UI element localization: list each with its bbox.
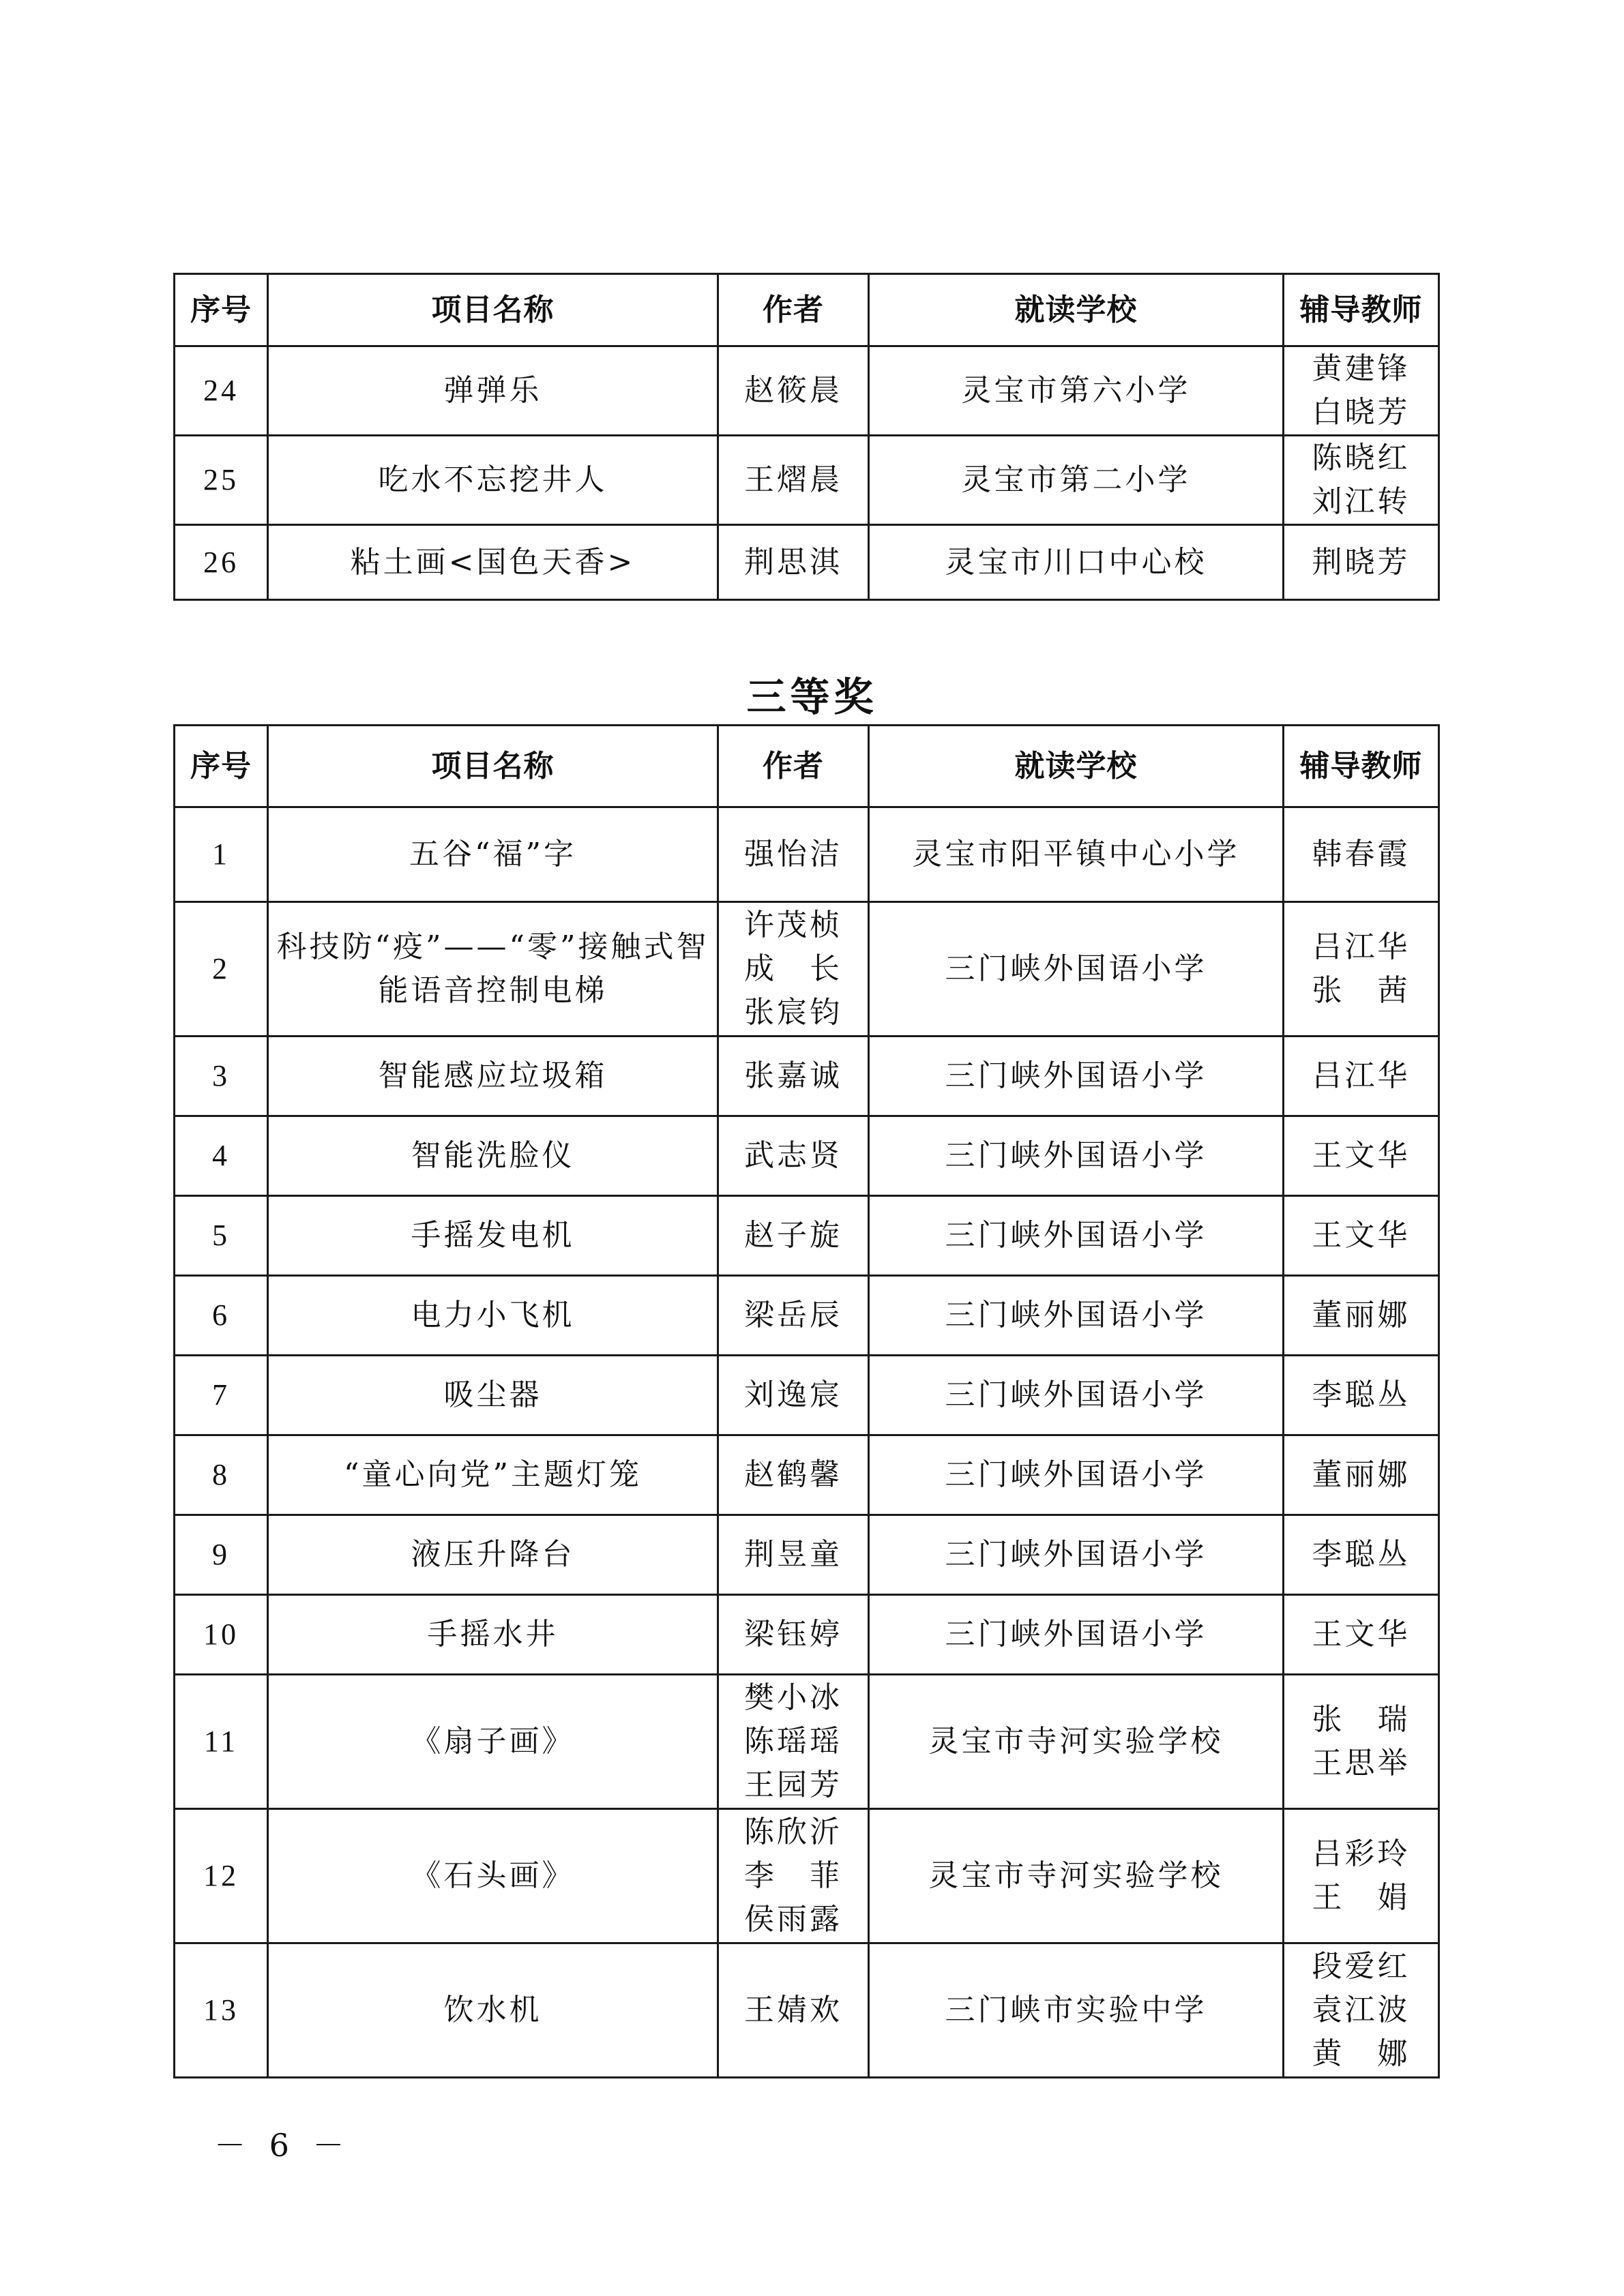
table-row	[175, 436, 1439, 525]
cell-line: 赵子旋	[744, 1218, 842, 1253]
header-seq: 序号	[175, 274, 268, 346]
cell-line: 液压升降台	[411, 1537, 575, 1572]
cell-line: 王文华	[1312, 1218, 1411, 1253]
cell-line: 能语音控制电梯	[378, 973, 608, 1008]
cell-line: 张 茜	[1312, 973, 1411, 1008]
table-body	[175, 807, 1439, 2078]
award-table-third-prize	[173, 724, 1440, 2078]
cell-line: 手摇水井	[427, 1617, 559, 1652]
cell-line: “童心向党”主题灯笼	[344, 1457, 642, 1492]
cell-line: 吃水不忘挖井人	[378, 462, 608, 497]
cell-school: 灵宝市阳平镇中心小学	[869, 807, 1284, 902]
header-project: 项目名称	[268, 274, 718, 346]
cell-line: 《石头画》	[411, 1858, 575, 1893]
cell-line: 梁钰婷	[744, 1617, 842, 1652]
cell-teacher	[1284, 1037, 1439, 1116]
cell-school: 三门峡外国语小学	[869, 1276, 1284, 1356]
cell-line: 张宸钧	[744, 995, 842, 1030]
cell-author	[718, 1943, 869, 2078]
cell-seq: 3	[175, 1037, 268, 1116]
cell-line: 梁岳辰	[744, 1298, 842, 1332]
cell-author	[718, 1809, 869, 1943]
cell-line: 黄建锋	[1312, 351, 1411, 386]
table-row	[175, 346, 1439, 436]
cell-line: 科技防“疫”——“零”接触式智	[276, 929, 709, 964]
cell-line: 王熠晨	[744, 462, 842, 497]
section-title-third-prize: 三等奖	[746, 674, 878, 720]
cell-seq: 24	[175, 346, 268, 436]
header-school: 就读学校	[869, 274, 1284, 346]
cell-school: 灵宝市第六小学	[869, 346, 1284, 436]
cell-author	[718, 1196, 869, 1276]
cell-school: 三门峡外国语小学	[869, 1356, 1284, 1435]
cell-project	[268, 1356, 718, 1435]
cell-project	[268, 436, 718, 525]
cell-line: 五谷“福”字	[409, 837, 576, 871]
cell-seq: 2	[175, 902, 268, 1037]
cell-line: 张嘉诚	[744, 1058, 842, 1093]
cell-line: 王文华	[1312, 1138, 1411, 1173]
table-header-row	[175, 726, 1439, 807]
cell-teacher	[1284, 1515, 1439, 1595]
cell-teacher	[1284, 807, 1439, 902]
cell-line: 荆昱童	[744, 1537, 842, 1572]
cell-teacher	[1284, 1276, 1439, 1356]
cell-teacher	[1284, 1595, 1439, 1675]
cell-line: 赵鹤馨	[744, 1457, 842, 1492]
cell-school: 三门峡外国语小学	[869, 902, 1284, 1037]
cell-project	[268, 1943, 718, 2078]
table-header-row	[175, 274, 1439, 346]
cell-teacher	[1284, 346, 1439, 436]
cell-school: 三门峡外国语小学	[869, 1595, 1284, 1675]
header-teacher: 辅导教师	[1284, 726, 1439, 807]
table-row	[175, 525, 1439, 600]
cell-line: 侯雨露	[744, 1902, 842, 1937]
cell-seq: 13	[175, 1943, 268, 2078]
cell-seq: 6	[175, 1276, 268, 1356]
cell-line: 袁江波	[1312, 1993, 1411, 2027]
header-school: 就读学校	[869, 726, 1284, 807]
cell-school: 三门峡外国语小学	[869, 1037, 1284, 1116]
cell-teacher	[1284, 525, 1439, 600]
cell-line: 陈瑶瑶	[744, 1724, 842, 1759]
cell-project	[268, 1435, 718, 1515]
cell-author	[718, 436, 869, 525]
cell-line: 黄 娜	[1312, 2036, 1411, 2071]
cell-project	[268, 1037, 718, 1116]
cell-project	[268, 807, 718, 902]
cell-seq: 5	[175, 1196, 268, 1276]
cell-teacher	[1284, 1356, 1439, 1435]
cell-teacher	[1284, 1809, 1439, 1943]
table-row	[175, 1356, 1439, 1435]
table-row	[175, 1037, 1439, 1116]
cell-line: 武志贤	[744, 1138, 842, 1173]
cell-line: 段爱红	[1312, 1949, 1411, 1984]
cell-line: 陈欣沂	[744, 1815, 842, 1849]
cell-line: 李聪丛	[1312, 1537, 1411, 1572]
cell-line: 饮水机	[443, 1993, 542, 2027]
cell-seq: 9	[175, 1515, 268, 1595]
table-row	[175, 1943, 1439, 2078]
cell-author	[718, 902, 869, 1037]
cell-project	[268, 902, 718, 1037]
table-row	[175, 902, 1439, 1037]
cell-teacher	[1284, 1435, 1439, 1515]
cell-line: 荆思淇	[744, 544, 842, 580]
cell-project	[268, 1116, 718, 1196]
cell-line: 董丽娜	[1312, 1298, 1411, 1332]
cell-line: 电力小飞机	[411, 1298, 575, 1332]
cell-line: 王文华	[1312, 1617, 1411, 1652]
cell-seq: 7	[175, 1356, 268, 1435]
table-row	[175, 807, 1439, 902]
cell-seq: 11	[175, 1675, 268, 1809]
cell-line: 李 菲	[744, 1858, 842, 1893]
table-row	[175, 1276, 1439, 1356]
cell-teacher	[1284, 902, 1439, 1037]
header-author: 作者	[718, 726, 869, 807]
table-row	[175, 1435, 1439, 1515]
cell-author	[718, 525, 869, 600]
cell-author	[718, 1116, 869, 1196]
header-seq: 序号	[175, 726, 268, 807]
cell-line: 陈晓红	[1312, 441, 1411, 475]
cell-teacher	[1284, 1196, 1439, 1276]
cell-line: 强怡洁	[744, 837, 842, 871]
cell-school: 灵宝市寺河实验学校	[869, 1675, 1284, 1809]
cell-project	[268, 1196, 718, 1276]
cell-teacher	[1284, 436, 1439, 525]
cell-line: 《扇子画》	[411, 1724, 575, 1759]
header-teacher: 辅导教师	[1284, 274, 1439, 346]
cell-line: 王思举	[1312, 1746, 1411, 1780]
table-row	[175, 1515, 1439, 1595]
table-row	[175, 1116, 1439, 1196]
cell-school: 灵宝市寺河实验学校	[869, 1809, 1284, 1943]
cell-line: 刘逸宸	[744, 1377, 842, 1412]
table-row	[175, 1595, 1439, 1675]
cell-project	[268, 346, 718, 436]
cell-line: 手摇发电机	[411, 1218, 575, 1253]
cell-seq: 10	[175, 1595, 268, 1675]
cell-author	[718, 1037, 869, 1116]
cell-author	[718, 807, 869, 902]
cell-line: 张 瑞	[1312, 1702, 1411, 1737]
cell-school: 三门峡外国语小学	[869, 1116, 1284, 1196]
cell-line: 吕彩玲	[1312, 1836, 1411, 1871]
cell-line: 白晓芳	[1312, 395, 1411, 430]
cell-project	[268, 525, 718, 600]
cell-school: 灵宝市第二小学	[869, 436, 1284, 525]
cell-author	[718, 1356, 869, 1435]
cell-line: 王婧欢	[744, 1993, 842, 2027]
cell-seq: 25	[175, 436, 268, 525]
page-number: － 6 －	[214, 2127, 351, 2164]
cell-teacher	[1284, 1675, 1439, 1809]
header-author: 作者	[718, 274, 869, 346]
cell-project	[268, 1675, 718, 1809]
cell-line: 王园芳	[744, 1768, 842, 1802]
cell-seq: 26	[175, 525, 268, 600]
cell-line: 粘土画<国色天香>	[350, 544, 636, 580]
cell-line: 李聪丛	[1312, 1377, 1411, 1412]
cell-line: 韩春霞	[1312, 837, 1411, 871]
cell-line: 吸尘器	[443, 1377, 542, 1412]
cell-line: 智能洗脸仪	[411, 1138, 575, 1173]
cell-line: 樊小冰	[744, 1680, 842, 1715]
cell-project	[268, 1276, 718, 1356]
cell-line: 许茂桢	[744, 908, 842, 942]
cell-seq: 8	[175, 1435, 268, 1515]
cell-line: 吕江华	[1312, 1058, 1411, 1093]
cell-author	[718, 1595, 869, 1675]
cell-project	[268, 1515, 718, 1595]
table-row	[175, 1809, 1439, 1943]
cell-author	[718, 1675, 869, 1809]
cell-seq: 4	[175, 1116, 268, 1196]
header-project: 项目名称	[268, 726, 718, 807]
cell-seq: 12	[175, 1809, 268, 1943]
table-body	[175, 346, 1439, 600]
cell-line: 吕江华	[1312, 929, 1411, 964]
cell-teacher	[1284, 1943, 1439, 2078]
cell-line: 刘江转	[1312, 484, 1411, 519]
award-table-continued	[173, 273, 1440, 601]
cell-seq: 1	[175, 807, 268, 902]
cell-author	[718, 346, 869, 436]
table-row	[175, 1675, 1439, 1809]
cell-school: 三门峡外国语小学	[869, 1196, 1284, 1276]
cell-line: 董丽娜	[1312, 1457, 1411, 1492]
cell-author	[718, 1435, 869, 1515]
cell-project	[268, 1595, 718, 1675]
cell-line: 成 长	[744, 951, 842, 986]
cell-line: 王 娟	[1312, 1880, 1411, 1915]
cell-school: 三门峡外国语小学	[869, 1435, 1284, 1515]
cell-school: 三门峡市实验中学	[869, 1943, 1284, 2078]
cell-author	[718, 1276, 869, 1356]
cell-line: 弹弹乐	[443, 373, 542, 408]
cell-line: 荆晓芳	[1312, 544, 1411, 580]
cell-line: 赵筱晨	[744, 373, 842, 408]
cell-teacher	[1284, 1116, 1439, 1196]
cell-school: 三门峡外国语小学	[869, 1515, 1284, 1595]
cell-school: 灵宝市川口中心校	[869, 525, 1284, 600]
cell-line: 智能感应垃圾箱	[378, 1058, 608, 1093]
cell-author	[718, 1515, 869, 1595]
cell-project	[268, 1809, 718, 1943]
table-row	[175, 1196, 1439, 1276]
